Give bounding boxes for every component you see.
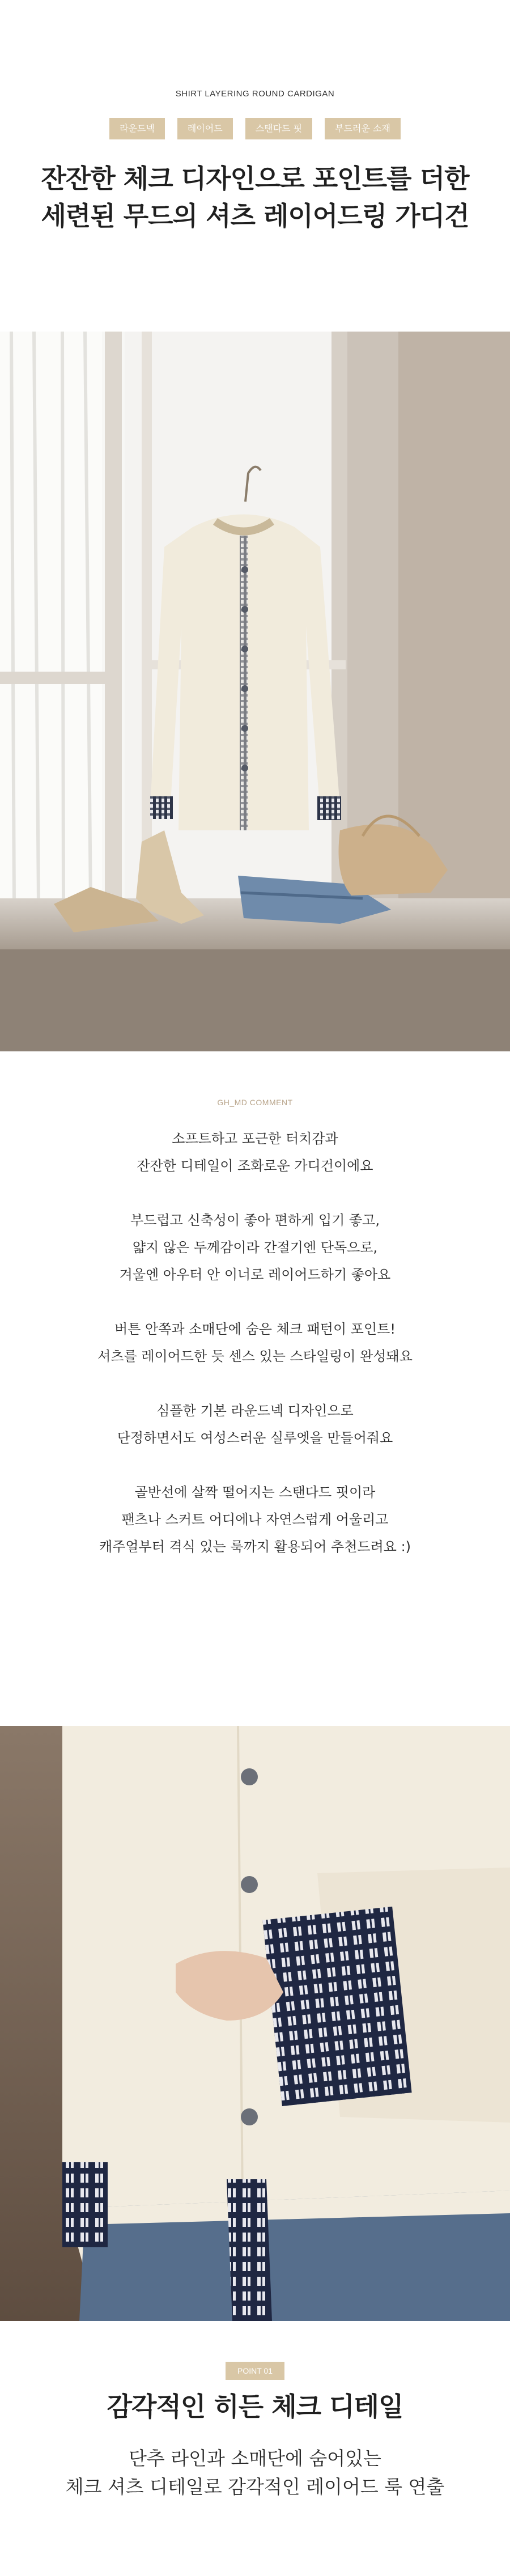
comment-line: 캐주얼부터 격식 있는 룩까지 활용되어 추천드려요 :): [99, 1539, 411, 1555]
headline-line: 세련된 무드의 셔츠 레이어드링 가디건: [41, 201, 469, 231]
comment-paragraph: [0, 1397, 510, 1452]
point-desc-line: 단추 라인과 소매단에 숨어있는: [129, 2447, 381, 2469]
point-description: [0, 2445, 510, 2501]
comment-line: 셔츠를 레이어드한 듯 센스 있는 스타일링이 완성돼요: [97, 1348, 413, 1364]
feature-tag: 라운드넥: [109, 118, 165, 139]
point-desc-line: 체크 셔츠 디테일로 감각적인 레이어드 룩 연출: [65, 2476, 445, 2498]
header-section: [0, 0, 510, 332]
comment-paragraph: [0, 1125, 510, 1179]
feature-tags: [0, 118, 510, 139]
feature-tag: 레이어드: [177, 118, 233, 139]
point-badge: POINT 01: [226, 2362, 284, 2380]
comment-line: 단정하면서도 여성스러운 실루엣을 만들어줘요: [117, 1430, 393, 1446]
comment-line: 부드럽고 신축성이 좋아 편하게 입기 좋고,: [130, 1212, 380, 1228]
comment-line: 버튼 안쪽과 소매단에 숨은 체크 패턴이 포인트!: [114, 1321, 396, 1337]
product-headline: [0, 160, 510, 235]
product-english-title: SHIRT LAYERING ROUND CARDIGAN: [175, 89, 335, 99]
comment-line: 잔잔한 디테일이 조화로운 가디건이에요: [137, 1158, 373, 1174]
comment-line: 소프트하고 포근한 터치감과: [172, 1131, 338, 1147]
comment-line: 겨울엔 아우터 안 이너로 레이어드하기 좋아요: [119, 1267, 391, 1283]
product-photo-closeup: [0, 1726, 510, 2321]
comment-line: 심플한 기본 라운드넥 디자인으로: [156, 1403, 354, 1419]
md-comment-label: GH_MD COMMENT: [217, 1098, 293, 1107]
feature-tag: 스탠다드 핏: [245, 118, 312, 139]
point-section: [0, 2321, 510, 2576]
comment-line: 얇지 않은 두께감이라 간절기엔 단독으로,: [132, 1240, 378, 1255]
comment-paragraph: [0, 1207, 510, 1288]
comment-paragraph: [0, 1479, 510, 1560]
comment-line: 골반선에 살짝 떨어지는 스탠다드 핏이라: [134, 1484, 376, 1500]
md-comment-section: [0, 1051, 510, 1726]
window-scene-illustration: [0, 332, 510, 1051]
feature-tag: 부드러운 소재: [325, 118, 401, 139]
cuff-closeup-illustration: [0, 1726, 510, 2321]
md-comment-body: [0, 1125, 510, 1588]
headline-line: 잔잔한 체크 디자인으로 포인트를 더한: [41, 163, 469, 194]
product-photo-window: [0, 332, 510, 1051]
point-title: 감각적인 히든 체크 디테일: [107, 2391, 403, 2422]
comment-paragraph: [0, 1315, 510, 1370]
comment-line: 팬츠나 스커트 어디에나 자연스럽게 어울리고: [121, 1512, 389, 1527]
